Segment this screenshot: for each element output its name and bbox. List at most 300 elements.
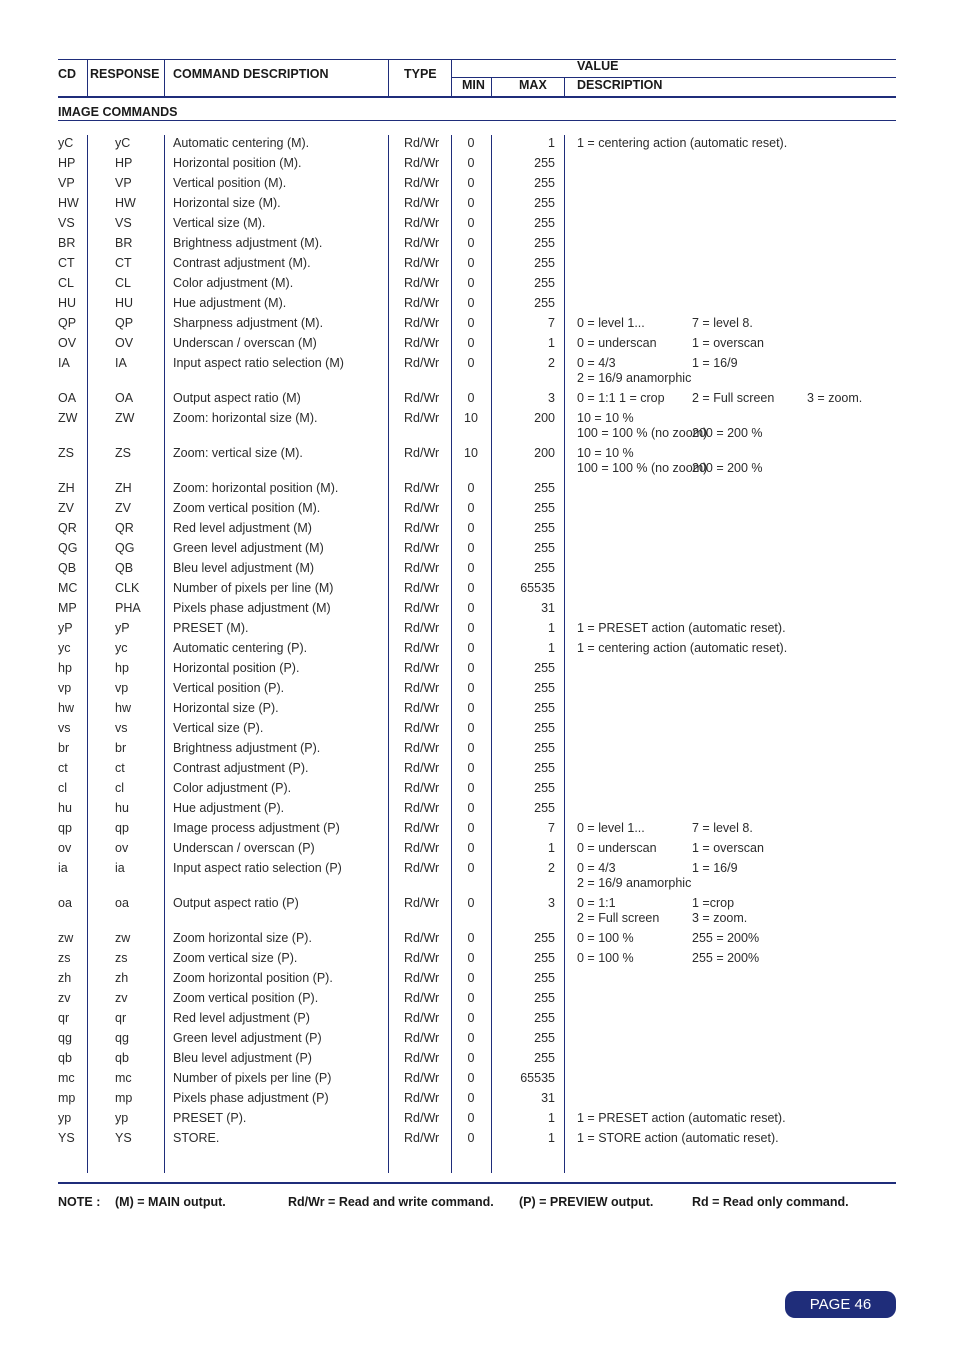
row-min: 0 bbox=[467, 196, 475, 210]
row-response: vp bbox=[115, 681, 129, 695]
row-value-description: 2 = Full screen bbox=[692, 391, 775, 405]
row-max: 255 bbox=[534, 481, 555, 495]
row-min: 0 bbox=[467, 176, 475, 190]
row-cd: MP bbox=[58, 601, 77, 615]
row-min: 0 bbox=[467, 521, 475, 535]
row-max: 31 bbox=[541, 601, 555, 615]
row-type: Rd/Wr bbox=[404, 841, 440, 855]
row-max: 255 bbox=[534, 176, 555, 190]
row-min: 0 bbox=[467, 681, 475, 695]
row-value-description: 100 = 100 % (no zoom) bbox=[577, 461, 708, 475]
row-min: 0 bbox=[467, 821, 475, 835]
row-value-description: 1 = overscan bbox=[692, 841, 764, 855]
row-value-description: 0 = underscan bbox=[577, 841, 657, 855]
row-min: 10 bbox=[464, 411, 478, 425]
row-value-description: 0 = level 1... bbox=[577, 821, 645, 835]
row-response: yp bbox=[115, 1111, 129, 1125]
row-response: ct bbox=[115, 761, 125, 775]
row-response: QB bbox=[115, 561, 134, 575]
row-max: 255 bbox=[534, 681, 555, 695]
row-value-description: 1 = PRESET action (automatic reset). bbox=[577, 1111, 786, 1125]
row-value-description: 255 = 200% bbox=[692, 951, 760, 965]
row-max: 31 bbox=[541, 1091, 555, 1105]
row-cd: yP bbox=[58, 621, 73, 635]
note-label: NOTE : bbox=[58, 1195, 101, 1209]
row-value-description: 0 = 100 % bbox=[577, 931, 634, 945]
row-cd: vs bbox=[58, 721, 71, 735]
row-value-description: 1 = 16/9 bbox=[692, 356, 738, 370]
row-command-description: Automatic centering (M). bbox=[173, 136, 310, 150]
row-response: zv bbox=[115, 991, 128, 1005]
row-value-description: 255 = 200% bbox=[692, 931, 760, 945]
row-cd: hu bbox=[58, 801, 72, 815]
row-cd: CL bbox=[58, 276, 74, 290]
row-response: YS bbox=[115, 1131, 132, 1145]
row-max: 255 bbox=[534, 276, 555, 290]
row-min: 0 bbox=[467, 621, 475, 635]
row-cd: qb bbox=[58, 1051, 72, 1065]
row-response: ia bbox=[115, 861, 125, 875]
header-description: DESCRIPTION bbox=[577, 78, 663, 92]
row-min: 0 bbox=[467, 861, 475, 875]
row-response: yc bbox=[115, 641, 128, 655]
header-value: VALUE bbox=[577, 59, 619, 73]
row-max: 200 bbox=[534, 446, 555, 460]
row-type: Rd/Wr bbox=[404, 861, 440, 875]
row-max: 200 bbox=[534, 411, 555, 425]
row-min: 0 bbox=[467, 391, 475, 405]
row-response: qp bbox=[115, 821, 129, 835]
row-command-description: Contrast adjustment (P). bbox=[173, 761, 309, 775]
row-cd: ZV bbox=[58, 501, 74, 515]
row-type: Rd/Wr bbox=[404, 1111, 440, 1125]
row-type: Rd/Wr bbox=[404, 356, 440, 370]
row-min: 0 bbox=[467, 661, 475, 675]
row-response: PHA bbox=[115, 601, 141, 615]
note-read-write: Rd/Wr = Read and write command. bbox=[288, 1195, 494, 1209]
row-response: CT bbox=[115, 256, 132, 270]
row-max: 255 bbox=[534, 236, 555, 250]
row-value-description: 1 = PRESET action (automatic reset). bbox=[577, 621, 786, 635]
row-command-description: Zoom: vertical size (M). bbox=[173, 446, 303, 460]
row-command-description: Underscan / overscan (P) bbox=[173, 841, 315, 855]
row-max: 255 bbox=[534, 721, 555, 735]
row-max: 255 bbox=[534, 1051, 555, 1065]
row-response: QR bbox=[115, 521, 134, 535]
row-cd: oa bbox=[58, 896, 72, 910]
row-cd: vp bbox=[58, 681, 72, 695]
row-type: Rd/Wr bbox=[404, 951, 440, 965]
row-response: ov bbox=[115, 841, 129, 855]
row-type: Rd/Wr bbox=[404, 256, 440, 270]
row-response: cl bbox=[115, 781, 125, 795]
row-cd: hp bbox=[58, 661, 72, 675]
row-min: 0 bbox=[467, 356, 475, 370]
row-value-description: 0 = 1:1 1 = crop bbox=[577, 391, 665, 405]
row-response: HU bbox=[115, 296, 134, 310]
row-response: yP bbox=[115, 621, 130, 635]
page-number-badge: PAGE 46 bbox=[785, 1291, 896, 1318]
row-cd: QP bbox=[58, 316, 77, 330]
row-value-description: 200 = 200 % bbox=[692, 426, 763, 440]
row-response: hp bbox=[115, 661, 129, 675]
row-type: Rd/Wr bbox=[404, 1091, 440, 1105]
row-response: ZS bbox=[115, 446, 131, 460]
row-max: 255 bbox=[534, 971, 555, 985]
row-type: Rd/Wr bbox=[404, 156, 440, 170]
row-max: 7 bbox=[548, 821, 555, 835]
row-response: zw bbox=[115, 931, 131, 945]
row-type: Rd/Wr bbox=[404, 801, 440, 815]
row-type: Rd/Wr bbox=[404, 1051, 440, 1065]
row-max: 1 bbox=[548, 621, 555, 635]
row-command-description: Horizontal size (P). bbox=[173, 701, 279, 715]
row-command-description: Vertical size (P). bbox=[173, 721, 264, 735]
row-command-description: Underscan / overscan (M) bbox=[173, 336, 317, 350]
row-cd: IA bbox=[58, 356, 70, 370]
row-command-description: Hue adjustment (M). bbox=[173, 296, 287, 310]
row-min: 0 bbox=[467, 761, 475, 775]
row-min: 0 bbox=[467, 256, 475, 270]
row-response: vs bbox=[115, 721, 128, 735]
row-max: 255 bbox=[534, 296, 555, 310]
row-command-description: Color adjustment (P). bbox=[173, 781, 292, 795]
row-cd: yc bbox=[58, 641, 71, 655]
row-cd: zw bbox=[58, 931, 74, 945]
row-value-description: 0 = 4/3 bbox=[577, 861, 616, 875]
row-cd: zv bbox=[58, 991, 71, 1005]
row-command-description: STORE. bbox=[173, 1131, 220, 1145]
row-type: Rd/Wr bbox=[404, 581, 440, 595]
row-value-description: 1 = centering action (automatic reset). bbox=[577, 641, 788, 655]
header-command-description: COMMAND DESCRIPTION bbox=[173, 67, 329, 81]
row-type: Rd/Wr bbox=[404, 236, 440, 250]
note-main-output: (M) = MAIN output. bbox=[115, 1195, 226, 1209]
row-min: 10 bbox=[464, 446, 478, 460]
row-max: 255 bbox=[534, 521, 555, 535]
row-max: 1 bbox=[548, 641, 555, 655]
row-min: 0 bbox=[467, 481, 475, 495]
row-type: Rd/Wr bbox=[404, 521, 440, 535]
row-value-description: 0 = underscan bbox=[577, 336, 657, 350]
row-max: 2 bbox=[548, 356, 555, 370]
row-min: 0 bbox=[467, 501, 475, 515]
row-type: Rd/Wr bbox=[404, 541, 440, 555]
row-type: Rd/Wr bbox=[404, 501, 440, 515]
row-type: Rd/Wr bbox=[404, 896, 440, 910]
row-max: 255 bbox=[534, 216, 555, 230]
row-cd: zs bbox=[58, 951, 71, 965]
row-response: VS bbox=[115, 216, 132, 230]
row-value-description: 7 = level 8. bbox=[692, 821, 753, 835]
row-command-description: Image process adjustment (P) bbox=[173, 821, 340, 835]
row-max: 1 bbox=[548, 336, 555, 350]
row-cd: VP bbox=[58, 176, 75, 190]
row-value-description: 7 = level 8. bbox=[692, 316, 753, 330]
row-cd: mc bbox=[58, 1071, 75, 1085]
note-preview-output: (P) = PREVIEW output. bbox=[519, 1195, 654, 1209]
footer-rule bbox=[58, 1182, 896, 1184]
row-type: Rd/Wr bbox=[404, 621, 440, 635]
row-cd: CT bbox=[58, 256, 75, 270]
row-min: 0 bbox=[467, 296, 475, 310]
row-type: Rd/Wr bbox=[404, 316, 440, 330]
row-type: Rd/Wr bbox=[404, 971, 440, 985]
row-type: Rd/Wr bbox=[404, 681, 440, 695]
row-type: Rd/Wr bbox=[404, 721, 440, 735]
row-command-description: Red level adjustment (M) bbox=[173, 521, 312, 535]
row-response: zs bbox=[115, 951, 128, 965]
row-type: Rd/Wr bbox=[404, 446, 440, 460]
row-command-description: Pixels phase adjustment (P) bbox=[173, 1091, 329, 1105]
row-response: HP bbox=[115, 156, 133, 170]
row-min: 0 bbox=[467, 701, 475, 715]
row-cd: ia bbox=[58, 861, 68, 875]
row-command-description: Color adjustment (M). bbox=[173, 276, 294, 290]
row-response: br bbox=[115, 741, 127, 755]
row-cd: HP bbox=[58, 156, 76, 170]
row-type: Rd/Wr bbox=[404, 741, 440, 755]
row-max: 255 bbox=[534, 701, 555, 715]
row-min: 0 bbox=[467, 236, 475, 250]
row-response: qb bbox=[115, 1051, 129, 1065]
row-value-description: 1 = overscan bbox=[692, 336, 764, 350]
row-type: Rd/Wr bbox=[404, 561, 440, 575]
row-cd: yC bbox=[58, 136, 74, 150]
row-command-description: Horizontal size (M). bbox=[173, 196, 281, 210]
row-type: Rd/Wr bbox=[404, 641, 440, 655]
row-max: 255 bbox=[534, 1011, 555, 1025]
row-command-description: PRESET (P). bbox=[173, 1111, 247, 1125]
row-type: Rd/Wr bbox=[404, 1031, 440, 1045]
row-cd: qr bbox=[58, 1011, 70, 1025]
row-max: 2 bbox=[548, 861, 555, 875]
row-value-description: 2 = Full screen bbox=[577, 911, 660, 925]
row-type: Rd/Wr bbox=[404, 411, 440, 425]
row-command-description: Output aspect ratio (P) bbox=[173, 896, 299, 910]
row-command-description: Contrast adjustment (M). bbox=[173, 256, 311, 270]
row-value-description: 2 = 16/9 anamorphic bbox=[577, 876, 692, 890]
row-min: 0 bbox=[467, 641, 475, 655]
row-cd: ZS bbox=[58, 446, 74, 460]
row-min: 0 bbox=[467, 896, 475, 910]
row-response: CL bbox=[115, 276, 131, 290]
row-min: 0 bbox=[467, 991, 475, 1005]
row-command-description: Number of pixels per line (P) bbox=[173, 1071, 332, 1085]
row-max: 255 bbox=[534, 781, 555, 795]
header-response: RESPONSE bbox=[90, 67, 160, 81]
row-cd: MC bbox=[58, 581, 78, 595]
row-max: 255 bbox=[534, 951, 555, 965]
row-response: ZV bbox=[115, 501, 131, 515]
row-value-description: 1 =crop bbox=[692, 896, 735, 910]
row-command-description: Vertical size (M). bbox=[173, 216, 266, 230]
row-response: CLK bbox=[115, 581, 140, 595]
row-command-description: Bleu level adjustment (M) bbox=[173, 561, 315, 575]
row-command-description: Input aspect ratio selection (P) bbox=[173, 861, 342, 875]
row-type: Rd/Wr bbox=[404, 216, 440, 230]
row-response: zh bbox=[115, 971, 129, 985]
header-type: TYPE bbox=[404, 67, 437, 81]
row-type: Rd/Wr bbox=[404, 276, 440, 290]
row-type: Rd/Wr bbox=[404, 781, 440, 795]
row-cd: OV bbox=[58, 336, 77, 350]
row-command-description: Vertical position (P). bbox=[173, 681, 285, 695]
row-command-description: Green level adjustment (M) bbox=[173, 541, 324, 555]
row-type: Rd/Wr bbox=[404, 196, 440, 210]
row-command-description: Horizontal position (P). bbox=[173, 661, 300, 675]
row-command-description: PRESET (M). bbox=[173, 621, 249, 635]
row-type: Rd/Wr bbox=[404, 1131, 440, 1145]
row-min: 0 bbox=[467, 136, 475, 150]
row-response: ZW bbox=[115, 411, 135, 425]
row-max: 255 bbox=[534, 801, 555, 815]
row-value-description: 0 = level 1... bbox=[577, 316, 645, 330]
row-cd: qg bbox=[58, 1031, 72, 1045]
row-min: 0 bbox=[467, 1091, 475, 1105]
row-command-description: Zoom: horizontal size (M). bbox=[173, 411, 318, 425]
row-command-description: Automatic centering (P). bbox=[173, 641, 308, 655]
row-value-description: 0 = 100 % bbox=[577, 951, 634, 965]
row-value-description: 2 = 16/9 anamorphic bbox=[577, 371, 692, 385]
row-min: 0 bbox=[467, 801, 475, 815]
row-cd: hw bbox=[58, 701, 74, 715]
row-value-description: 0 = 1:1 bbox=[577, 896, 616, 910]
row-type: Rd/Wr bbox=[404, 481, 440, 495]
row-min: 0 bbox=[467, 336, 475, 350]
row-min: 0 bbox=[467, 316, 475, 330]
row-max: 255 bbox=[534, 501, 555, 515]
row-value-description: 100 = 100 % (no zoom) bbox=[577, 426, 708, 440]
row-max: 255 bbox=[534, 541, 555, 555]
row-min: 0 bbox=[467, 1111, 475, 1125]
header-min: MIN bbox=[462, 78, 485, 92]
row-min: 0 bbox=[467, 971, 475, 985]
row-command-description: Input aspect ratio selection (M) bbox=[173, 356, 344, 370]
row-response: BR bbox=[115, 236, 133, 250]
row-command-description: Brightness adjustment (M). bbox=[173, 236, 323, 250]
row-cd: mp bbox=[58, 1091, 76, 1105]
row-max: 255 bbox=[534, 256, 555, 270]
row-cd: ct bbox=[58, 761, 68, 775]
row-cd: QR bbox=[58, 521, 77, 535]
row-response: OV bbox=[115, 336, 134, 350]
row-type: Rd/Wr bbox=[404, 701, 440, 715]
row-cd: br bbox=[58, 741, 70, 755]
row-type: Rd/Wr bbox=[404, 296, 440, 310]
row-value-description: 10 = 10 % bbox=[577, 446, 634, 460]
row-value-description: 1 = centering action (automatic reset). bbox=[577, 136, 788, 150]
row-max: 255 bbox=[534, 761, 555, 775]
row-response: hw bbox=[115, 701, 131, 715]
row-response: mc bbox=[115, 1071, 132, 1085]
row-max: 3 bbox=[548, 896, 555, 910]
row-value-description: 200 = 200 % bbox=[692, 461, 763, 475]
row-max: 1 bbox=[548, 1111, 555, 1125]
row-command-description: Horizontal position (M). bbox=[173, 156, 302, 170]
row-min: 0 bbox=[467, 581, 475, 595]
row-max: 255 bbox=[534, 561, 555, 575]
row-cd: QB bbox=[58, 561, 77, 575]
row-value-description: 1 = STORE action (automatic reset). bbox=[577, 1131, 779, 1145]
row-cd: BR bbox=[58, 236, 76, 250]
row-command-description: Zoom vertical position (M). bbox=[173, 501, 321, 515]
row-response: HW bbox=[115, 196, 136, 210]
row-value-description: 10 = 10 % bbox=[577, 411, 634, 425]
row-response: IA bbox=[115, 356, 127, 370]
row-response: qg bbox=[115, 1031, 129, 1045]
row-cd: QG bbox=[58, 541, 78, 555]
row-cd: qp bbox=[58, 821, 72, 835]
row-command-description: Zoom horizontal position (P). bbox=[173, 971, 333, 985]
row-response: QG bbox=[115, 541, 135, 555]
row-response: OA bbox=[115, 391, 134, 405]
row-type: Rd/Wr bbox=[404, 661, 440, 675]
row-max: 3 bbox=[548, 391, 555, 405]
row-type: Rd/Wr bbox=[404, 821, 440, 835]
row-type: Rd/Wr bbox=[404, 391, 440, 405]
row-type: Rd/Wr bbox=[404, 1071, 440, 1085]
row-command-description: Sharpness adjustment (M). bbox=[173, 316, 324, 330]
row-max: 65535 bbox=[520, 581, 555, 595]
note-read-only: Rd = Read only command. bbox=[692, 1195, 849, 1209]
row-command-description: Zoom horizontal size (P). bbox=[173, 931, 312, 945]
row-min: 0 bbox=[467, 951, 475, 965]
row-cd: ov bbox=[58, 841, 72, 855]
row-type: Rd/Wr bbox=[404, 931, 440, 945]
row-min: 0 bbox=[467, 1051, 475, 1065]
row-cd: ZH bbox=[58, 481, 75, 495]
row-cd: OA bbox=[58, 391, 77, 405]
row-min: 0 bbox=[467, 276, 475, 290]
row-type: Rd/Wr bbox=[404, 991, 440, 1005]
row-min: 0 bbox=[467, 741, 475, 755]
row-cd: HU bbox=[58, 296, 77, 310]
row-min: 0 bbox=[467, 156, 475, 170]
row-command-description: Brightness adjustment (P). bbox=[173, 741, 321, 755]
row-max: 255 bbox=[534, 991, 555, 1005]
row-cd: VS bbox=[58, 216, 75, 230]
row-min: 0 bbox=[467, 1071, 475, 1085]
row-min: 0 bbox=[467, 1011, 475, 1025]
row-value-description: 3 = zoom. bbox=[692, 911, 748, 925]
row-command-description: Zoom vertical size (P). bbox=[173, 951, 298, 965]
row-response: VP bbox=[115, 176, 132, 190]
row-type: Rd/Wr bbox=[404, 176, 440, 190]
row-value-description: 0 = 4/3 bbox=[577, 356, 616, 370]
row-value-description: 3 = zoom. bbox=[807, 391, 863, 405]
row-type: Rd/Wr bbox=[404, 601, 440, 615]
row-cd: ZW bbox=[58, 411, 78, 425]
row-response: qr bbox=[115, 1011, 127, 1025]
row-command-description: Zoom vertical position (P). bbox=[173, 991, 319, 1005]
row-min: 0 bbox=[467, 931, 475, 945]
row-type: Rd/Wr bbox=[404, 1011, 440, 1025]
row-cd: YS bbox=[58, 1131, 75, 1145]
row-response: QP bbox=[115, 316, 134, 330]
row-max: 255 bbox=[534, 661, 555, 675]
row-command-description: Green level adjustment (P) bbox=[173, 1031, 322, 1045]
section-title: IMAGE COMMANDS bbox=[58, 105, 178, 119]
row-type: Rd/Wr bbox=[404, 336, 440, 350]
row-max: 255 bbox=[534, 931, 555, 945]
row-cd: zh bbox=[58, 971, 72, 985]
row-min: 0 bbox=[467, 1131, 475, 1145]
row-min: 0 bbox=[467, 781, 475, 795]
row-min: 0 bbox=[467, 541, 475, 555]
row-response: oa bbox=[115, 896, 129, 910]
row-command-description: Pixels phase adjustment (M) bbox=[173, 601, 331, 615]
